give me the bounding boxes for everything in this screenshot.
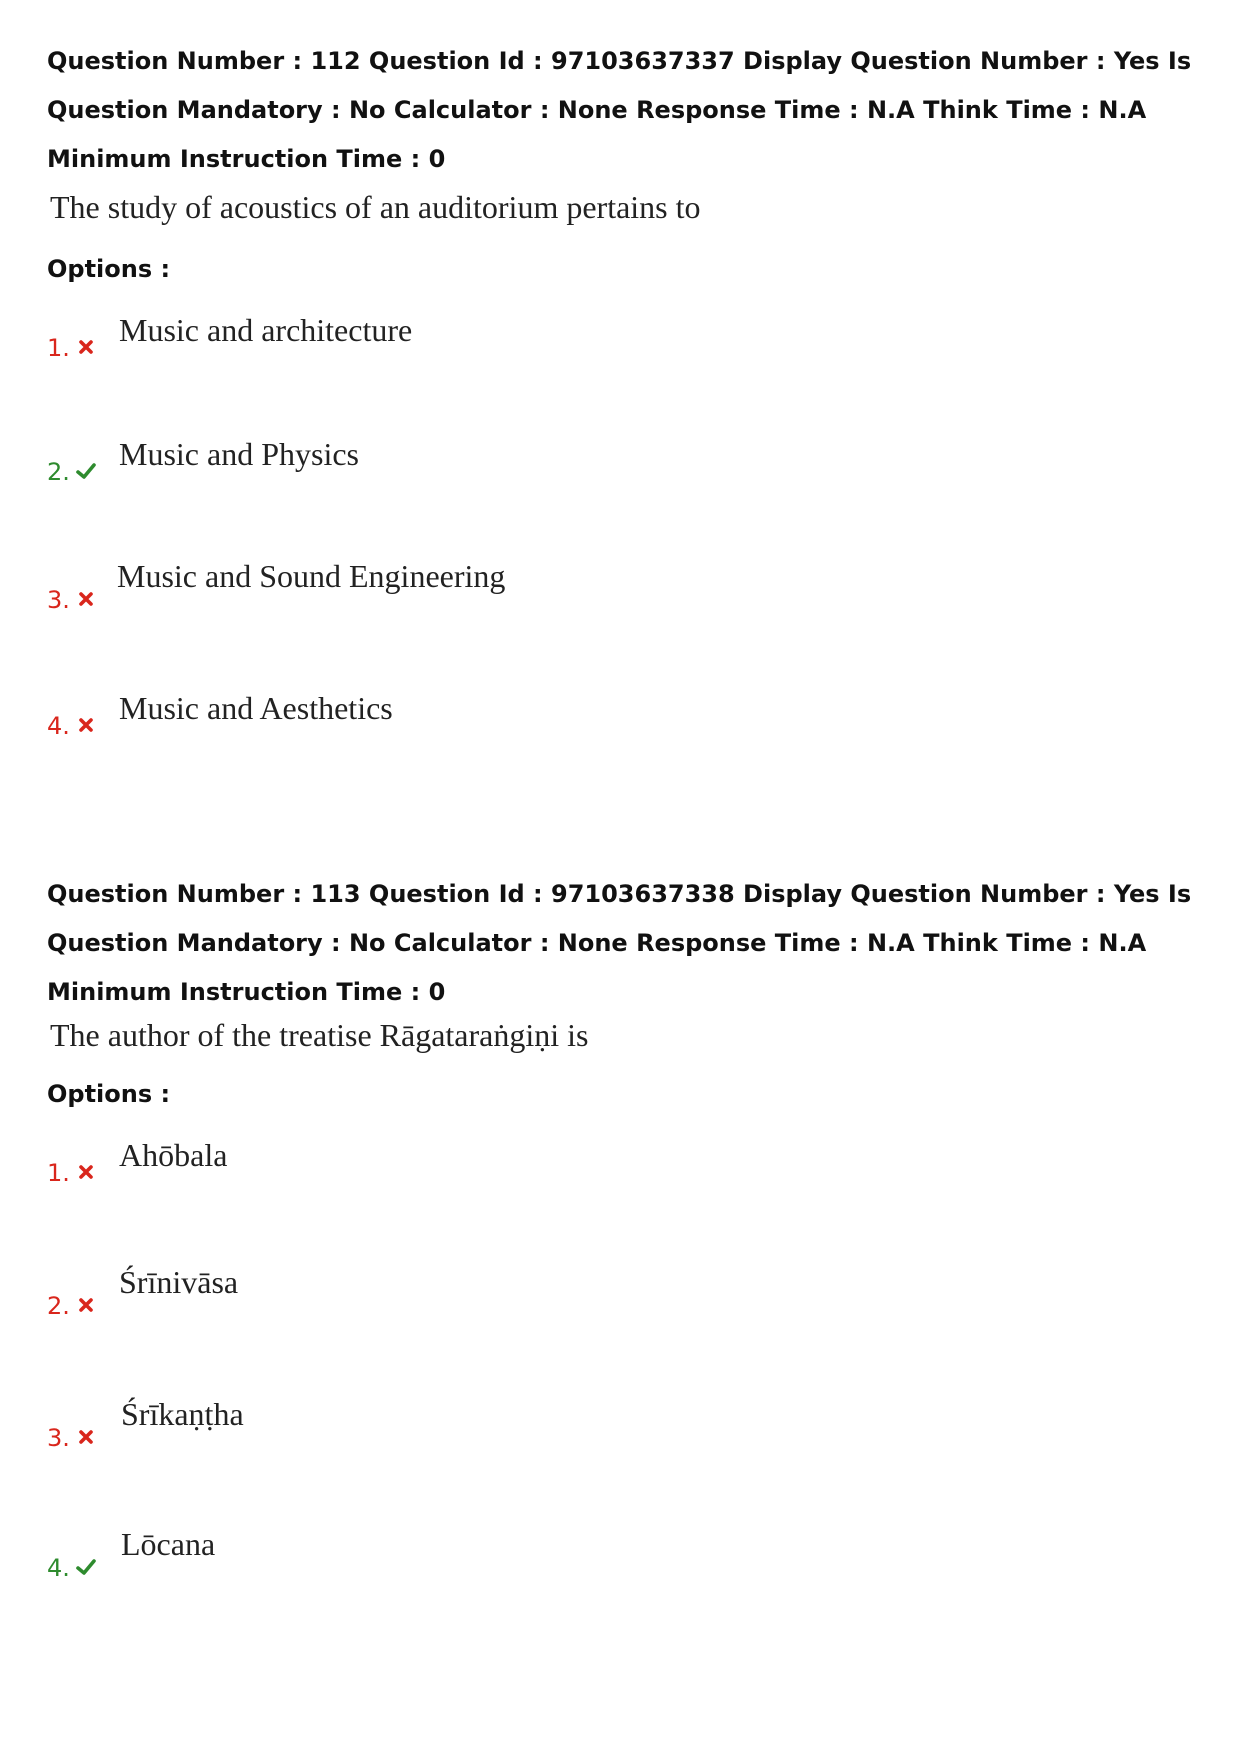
option-item bbox=[47, 436, 747, 486]
option-text: Music and Aesthetics bbox=[119, 690, 393, 726]
option-text: Ahōbala bbox=[119, 1137, 228, 1173]
option-item bbox=[47, 558, 747, 614]
option-number: 2. bbox=[47, 458, 70, 486]
option-text: Śrīkaṇṭha bbox=[121, 1396, 244, 1432]
cross-icon bbox=[75, 588, 97, 610]
check-icon bbox=[75, 1556, 97, 1578]
check-icon bbox=[75, 460, 97, 482]
option-item bbox=[47, 690, 747, 740]
cross-icon bbox=[75, 1161, 97, 1183]
question-meta: Question Number : 112 Question Id : 97103637337 Display Question Number : Yes Is Question Mandatory : No Calculator : None Response Time : N.A Think Time : N.A Minimum Instruction Time : 0 bbox=[47, 47, 1192, 173]
question-meta: Question Number : 113 Question Id : 97103637338 Display Question Number : Yes Is Question Mandatory : No Calculator : None Response Time : N.A Think Time : N.A Minimum Instruction Time : 0 bbox=[47, 880, 1192, 1006]
option-item bbox=[47, 1396, 747, 1452]
option-item bbox=[47, 1137, 747, 1187]
option-number: 2. bbox=[47, 1292, 70, 1320]
option-item bbox=[47, 1264, 747, 1320]
question-text: The study of acoustics of an auditorium pertains to bbox=[50, 189, 701, 225]
option-text: Lōcana bbox=[121, 1526, 216, 1562]
option-text: Music and Sound Engineering bbox=[117, 558, 506, 594]
cross-icon bbox=[75, 1294, 97, 1316]
option-number: 1. bbox=[47, 1159, 70, 1187]
cross-icon bbox=[75, 714, 97, 736]
option-number: 4. bbox=[47, 1554, 70, 1582]
option-item bbox=[47, 312, 747, 362]
option-number: 4. bbox=[47, 712, 70, 740]
option-number: 1. bbox=[47, 334, 70, 362]
options-label: Options : bbox=[47, 1080, 171, 1108]
question-text: The author of the treatise Rāgataraṅgiṇi is bbox=[50, 1017, 589, 1053]
option-item bbox=[47, 1526, 747, 1582]
option-number: 3. bbox=[47, 1424, 70, 1452]
cross-icon bbox=[75, 1426, 97, 1448]
options-label: Options : bbox=[47, 255, 171, 283]
cross-icon bbox=[75, 336, 97, 358]
option-text: Śrīnivāsa bbox=[119, 1264, 239, 1300]
option-text: Music and Physics bbox=[119, 436, 359, 472]
option-number: 3. bbox=[47, 586, 70, 614]
option-text: Music and architecture bbox=[119, 312, 413, 348]
